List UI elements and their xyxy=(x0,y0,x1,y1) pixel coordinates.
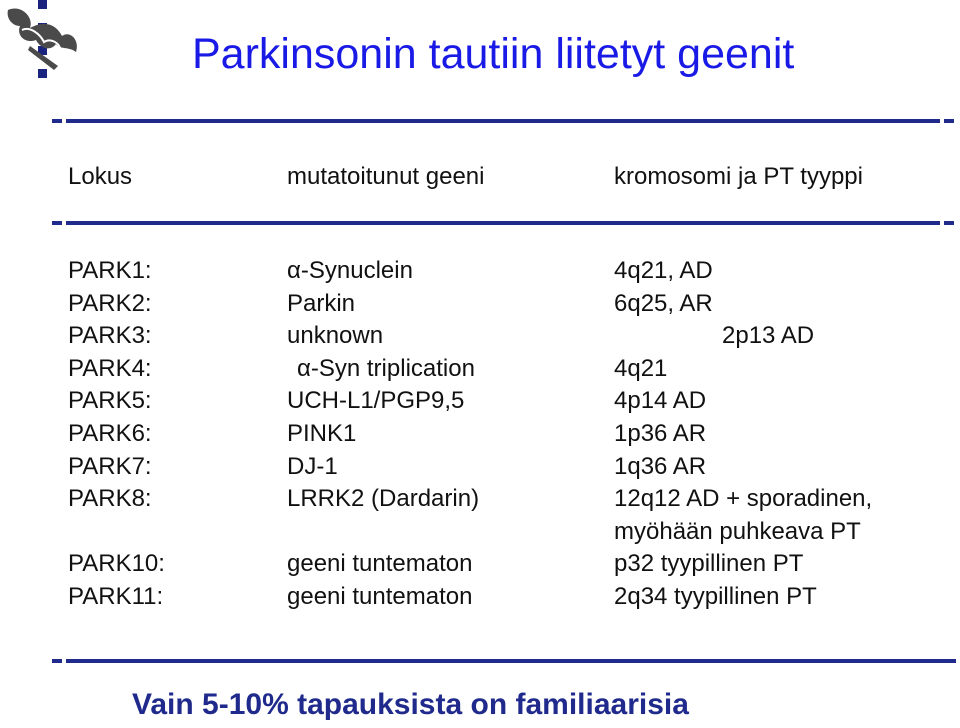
chromosome-cell: 1p36 AR xyxy=(614,419,707,447)
gene-cell: PINK1 xyxy=(287,419,357,447)
gene-cell: UCH-L1/PGP9,5 xyxy=(287,387,465,415)
table-row xyxy=(0,453,960,486)
gene-cell: unknown xyxy=(287,322,384,350)
locus-cell: PARK8: xyxy=(68,485,152,513)
header-rule xyxy=(66,221,940,225)
locus-cell: PARK6: xyxy=(68,419,152,447)
chromosome-cell: 2p13 AD xyxy=(722,322,815,350)
table-row xyxy=(0,290,960,323)
flame-torch-logo-icon xyxy=(0,0,92,84)
gene-cell: LRRK2 (Dardarin) xyxy=(287,485,480,513)
table-row xyxy=(0,420,960,453)
bottom-rule xyxy=(66,659,956,663)
table-row xyxy=(0,355,960,388)
locus-cell: PARK11: xyxy=(68,582,164,610)
table-row xyxy=(0,322,960,355)
slide-title: Parkinsonin tautiin liitetyt geenit xyxy=(192,30,795,78)
gene-cell: Parkin xyxy=(287,289,356,317)
gene-cell: geeni tuntematon xyxy=(287,582,473,610)
top-rule xyxy=(66,119,940,123)
chromosome-cell: 6q25, AR xyxy=(614,289,713,317)
locus-cell: PARK7: xyxy=(68,452,152,480)
header-chromosome-type: kromosomi ja PT tyyppi xyxy=(614,163,863,190)
chromosome-cell: 4q21 xyxy=(614,354,668,382)
locus-cell: PARK2: xyxy=(68,289,152,317)
gene-cell: DJ-1 xyxy=(287,452,338,480)
chromosome-cell: 1q36 AR xyxy=(614,452,707,480)
chromosome-cell: 4q21, AD xyxy=(614,257,713,284)
locus-cell: PARK10: xyxy=(68,550,165,578)
locus-cell: PARK4: xyxy=(68,354,152,382)
chromosome-cell: 12q12 AD + sporadinen, xyxy=(614,485,873,513)
locus-cell: PARK3: xyxy=(68,322,152,350)
header-mutated-gene: mutatoitunut geeni xyxy=(287,163,485,190)
table-row xyxy=(0,257,960,290)
locus-cell: PARK5: xyxy=(68,387,152,415)
table-row-continuation xyxy=(0,518,960,551)
chromosome-cell: p32 tyypillinen PT xyxy=(614,550,804,578)
locus-cell: PARK1: xyxy=(68,257,152,284)
header-lokus: Lokus xyxy=(68,163,133,190)
chromosome-cell: 4p14 AD xyxy=(614,387,707,415)
table-row xyxy=(0,550,960,583)
footer-note: Vain 5-10% tapauksista on familiaarisia xyxy=(132,688,689,721)
chromosome-cell: myöhään puhkeava PT xyxy=(614,517,861,545)
gene-cell: α-Syn triplication xyxy=(297,354,475,382)
gene-cell: α-Synuclein xyxy=(287,257,413,284)
table-row xyxy=(0,485,960,518)
chromosome-cell: 2q34 tyypillinen PT xyxy=(614,582,817,610)
gene-table xyxy=(0,257,960,616)
table-row xyxy=(0,583,960,616)
table-row xyxy=(0,387,960,420)
gene-cell: geeni tuntematon xyxy=(287,550,473,578)
